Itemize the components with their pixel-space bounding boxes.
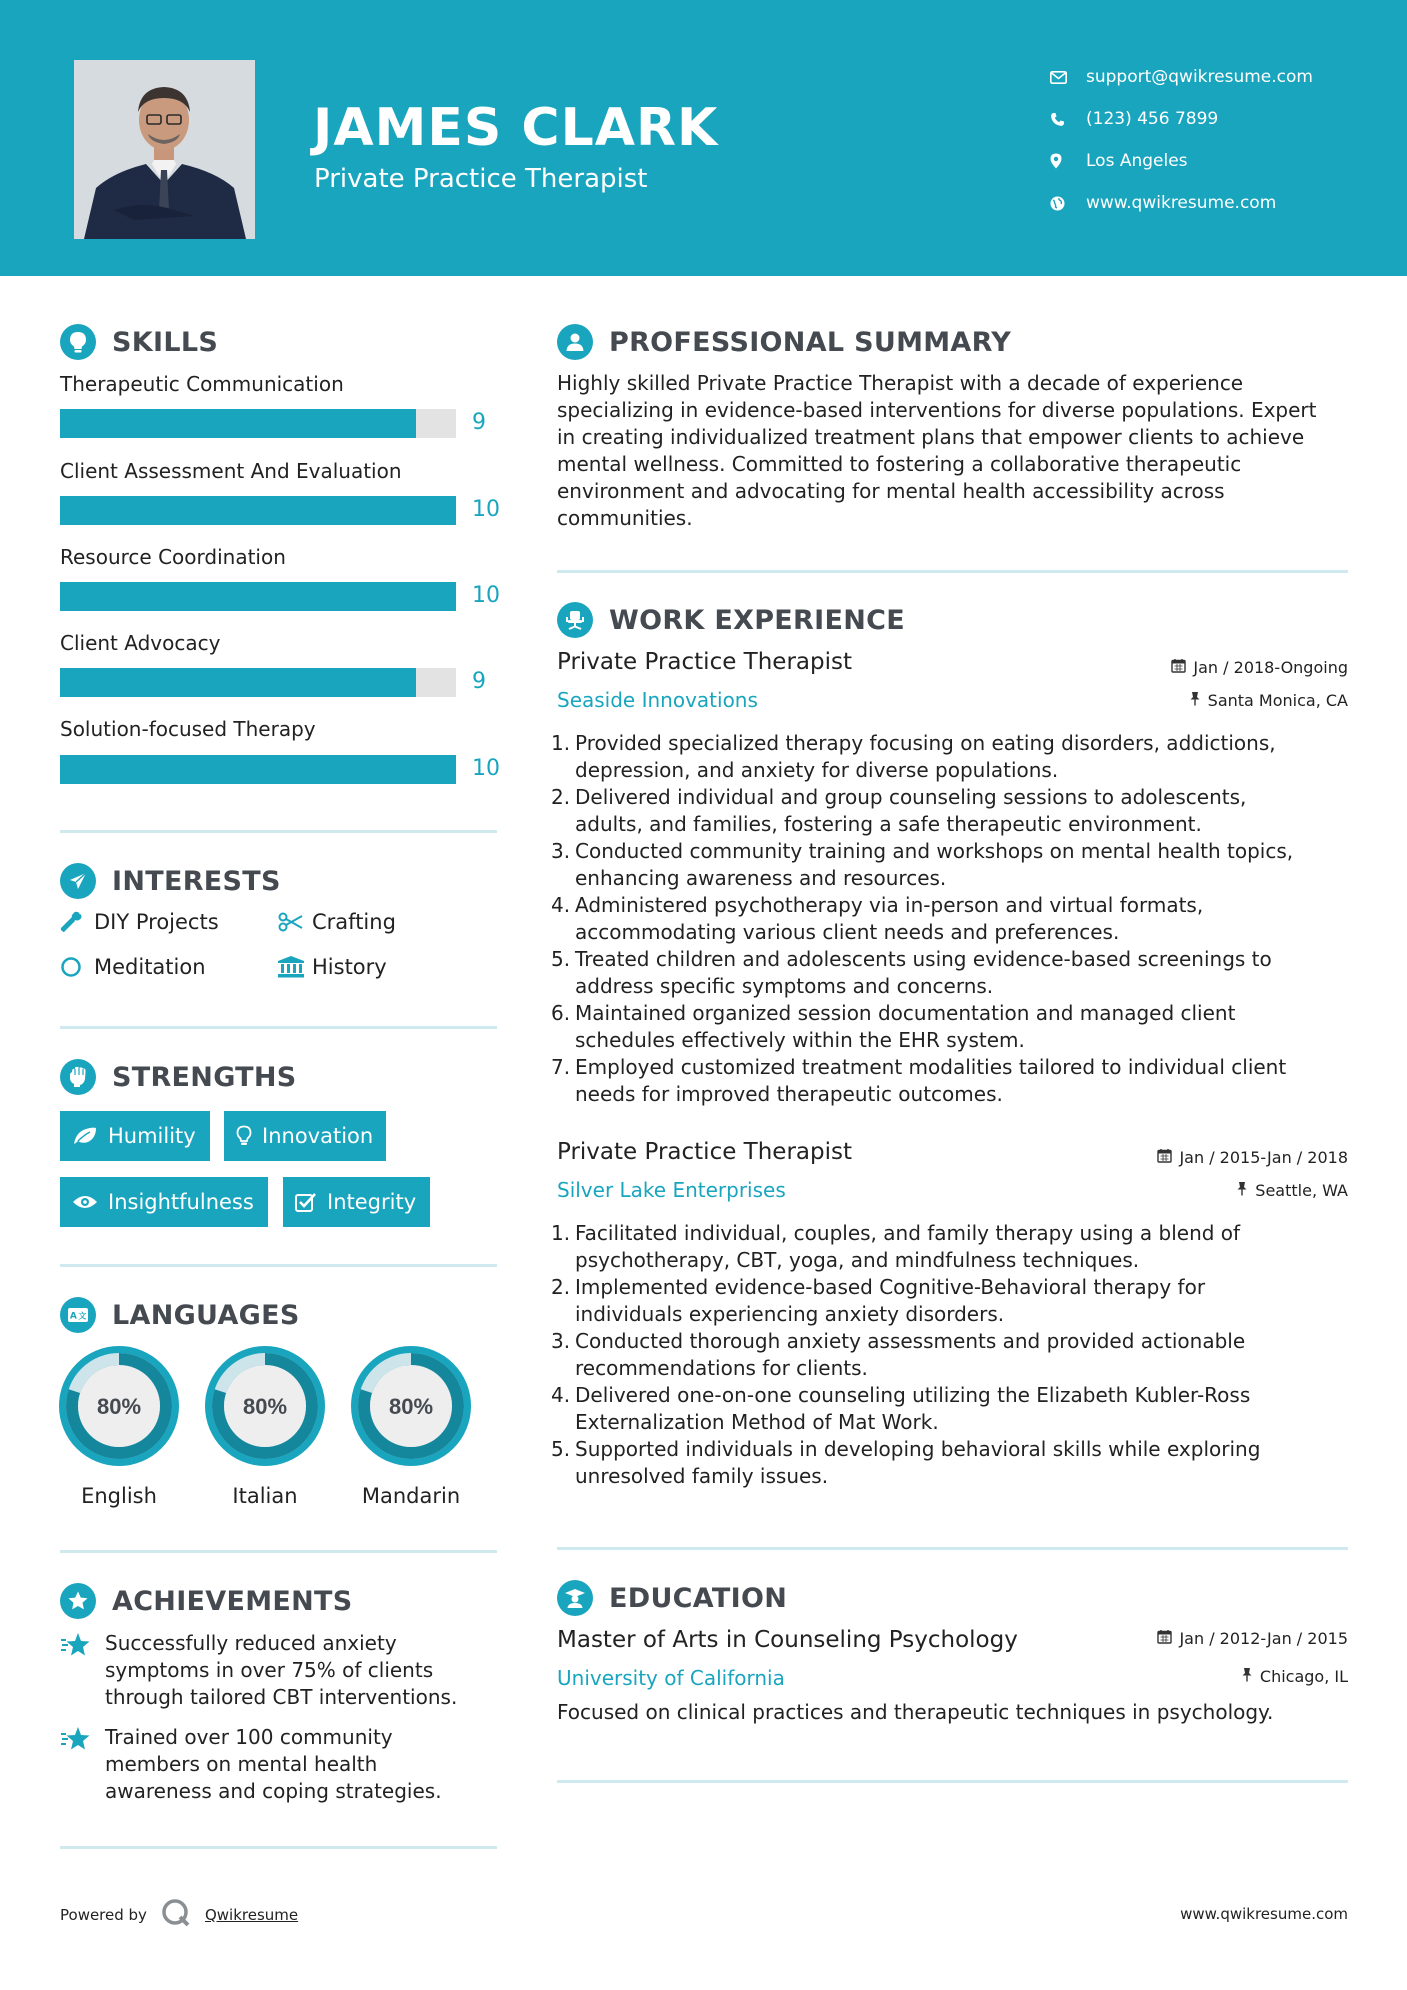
graduate-icon — [557, 1580, 593, 1616]
achievements-heading: ACHIEVEMENTS — [60, 1583, 353, 1619]
language-percent: 80% — [96, 1394, 142, 1419]
footer-powered-by — [60, 1898, 298, 1932]
skills-heading: SKILLS — [60, 324, 218, 360]
achievement-line: members on mental health — [105, 1752, 378, 1776]
achievement-item — [60, 1630, 500, 1711]
skill-name: Resource Coordination — [60, 545, 286, 569]
skill-bar-fill — [60, 668, 416, 697]
qwikresume-link[interactable]: Qwikresume — [204, 1906, 299, 1924]
contact-location — [1050, 140, 1313, 182]
job-title: Private Practice Therapist — [557, 649, 852, 675]
skill-value: 10 — [472, 497, 500, 522]
achievement-line: through tailored CBT interventions. — [105, 1685, 458, 1709]
list-item: 3. Conducted thorough anxiety assessments and provided actionable recommendations for clients. — [551, 1329, 1246, 1380]
section-divider — [60, 1264, 497, 1267]
summary-text: Highly skilled Private Practice Therapist with a decade of experience specializing in evidence-based interventions for diverse populations. Expert in creating individualized treatment plans that empower clients to achieve mental wellness. Committed to fostering a collaborative therapeutic environment and advocating for mental health accessibility across communities. — [557, 371, 1317, 530]
job-dates: Jan / 2015-Jan / 2018 — [1157, 1148, 1348, 1167]
language-name: Italian — [232, 1484, 298, 1508]
job-bullets — [551, 1220, 1351, 1490]
star-badge-icon — [60, 1583, 96, 1619]
list-item: 6. Maintained organized session documentation and managed client schedules effectively within the EHR system. — [551, 1001, 1236, 1052]
pushpin-icon — [1241, 1667, 1253, 1686]
phone-icon — [1050, 112, 1086, 127]
strength-badge: Integrity — [283, 1177, 430, 1227]
svg-text:文: 文 — [78, 1311, 87, 1321]
globe-icon — [1050, 196, 1086, 211]
user-icon — [557, 324, 593, 360]
footer-website[interactable]: www.qwikresume.com — [1180, 1905, 1348, 1923]
qwikresume-logo-icon — [161, 1898, 191, 1932]
email-text: support@qwikresume.com — [1086, 67, 1313, 87]
list-item: 7. Employed customized treatment modalities tailored to individual client needs for improved therapeutic outcomes. — [551, 1055, 1287, 1106]
contact-website[interactable] — [1050, 182, 1313, 224]
language-item — [349, 1344, 473, 1508]
skill-value: 10 — [472, 583, 500, 608]
section-divider — [60, 1026, 497, 1029]
powered-by-text: Powered by — [60, 1906, 147, 1924]
calendar-icon — [1171, 658, 1186, 677]
phone-text: (123) 456 7899 — [1086, 109, 1219, 129]
circle-icon — [60, 956, 94, 978]
language-percent: 80% — [388, 1394, 434, 1419]
pushpin-icon — [1236, 1181, 1248, 1200]
contact-phone[interactable] — [1050, 98, 1313, 140]
language-ring — [57, 1344, 181, 1468]
office-chair-icon — [557, 602, 593, 638]
degree-title: Master of Arts in Counseling Psychology — [557, 1627, 1018, 1653]
language-percent: 80% — [242, 1394, 288, 1419]
eye-icon — [72, 1193, 98, 1211]
website-text: www.qwikresume.com — [1086, 193, 1277, 213]
interest-item: Crafting — [278, 910, 396, 934]
school-name[interactable]: University of California — [557, 1666, 785, 1690]
scissors-icon — [278, 912, 312, 932]
education-dates: Jan / 2012-Jan / 2015 — [1157, 1629, 1348, 1648]
museum-icon — [278, 956, 312, 978]
skill-value: 10 — [472, 756, 500, 781]
strength-badge: Humility — [60, 1111, 210, 1161]
section-divider — [60, 1550, 497, 1553]
work-heading: WORK EXPERIENCE — [557, 602, 905, 638]
language-icon — [60, 1297, 96, 1333]
pushpin-icon — [1189, 691, 1201, 710]
skill-bar-fill — [60, 409, 416, 438]
fist-icon — [60, 1059, 96, 1095]
section-divider — [557, 1547, 1348, 1550]
lightbulb-icon — [236, 1125, 252, 1147]
skill-value: 9 — [472, 669, 486, 694]
job-location: Seattle, WA — [1236, 1181, 1348, 1200]
interests-heading: INTERESTS — [60, 863, 281, 899]
job-bullets — [551, 730, 1351, 1108]
calendar-icon — [1157, 1148, 1172, 1167]
achievement-line: Trained over 100 community — [105, 1725, 393, 1749]
achievement-line: awareness and coping strategies. — [105, 1779, 442, 1803]
list-item: 5. Treated children and adolescents using evidence-based screenings to address specific symptoms and concerns. — [551, 947, 1272, 998]
skill-bar — [60, 409, 456, 438]
section-divider — [60, 830, 497, 833]
job-title: Private Practice Therapist — [557, 1139, 852, 1165]
list-item: 4. Administered psychotherapy via in-person and virtual formats, accommodating various client needs and preferences. — [551, 893, 1204, 944]
list-item: 3. Conducted community training and workshops on mental health topics, enhancing awareness and resources. — [551, 839, 1294, 890]
skill-bar — [60, 582, 456, 611]
calendar-icon — [1157, 1629, 1172, 1648]
star-icon — [60, 1630, 105, 1711]
company-name[interactable]: Seaside Innovations — [557, 688, 758, 712]
summary-heading: PROFESSIONAL SUMMARY — [557, 324, 1011, 360]
candidate-name: JAMES CLARK — [313, 98, 719, 158]
map-pin-icon — [1050, 153, 1086, 169]
language-ring — [349, 1344, 473, 1468]
skill-bar-fill — [60, 582, 456, 611]
interest-item: Meditation — [60, 955, 206, 979]
skill-bar — [60, 496, 456, 525]
skill-name: Client Assessment And Evaluation — [60, 459, 402, 483]
education-description: Focused on clinical practices and therapeutic techniques in psychology. — [557, 1700, 1274, 1724]
header-banner — [0, 0, 1407, 276]
section-divider — [60, 1846, 497, 1849]
strength-badge: Innovation — [224, 1111, 386, 1161]
job-dates: Jan / 2018-Ongoing — [1171, 658, 1348, 677]
list-item: 5. Supported individuals in developing behavioral skills while exploring unresolved family issues. — [551, 1437, 1261, 1488]
skill-value: 9 — [472, 410, 486, 435]
checkbox-icon — [295, 1192, 317, 1212]
achievement-item — [60, 1724, 500, 1805]
interest-item: History — [278, 955, 387, 979]
language-ring — [203, 1344, 327, 1468]
list-item: 1. Provided specialized therapy focusing on eating disorders, addictions, depression, and anxiety for diverse populations. — [551, 731, 1276, 782]
skill-bar-fill — [60, 496, 456, 525]
interest-item: DIY Projects — [60, 910, 219, 934]
language-item — [203, 1344, 327, 1508]
skill-name: Client Advocacy — [60, 631, 221, 655]
strength-badge: Insightfulness — [60, 1177, 268, 1227]
education-heading: EDUCATION — [557, 1580, 787, 1616]
wrench-icon — [60, 911, 94, 933]
section-divider — [557, 1780, 1348, 1783]
contact-email[interactable] — [1050, 56, 1313, 98]
location-text: Los Angeles — [1086, 151, 1188, 171]
language-name: Mandarin — [361, 1484, 461, 1508]
section-divider — [557, 570, 1348, 573]
envelope-icon — [1050, 71, 1086, 84]
svg-text:A: A — [69, 1311, 78, 1322]
strengths-heading: STRENGTHS — [60, 1059, 297, 1095]
achievement-line: symptoms in over 75% of clients — [105, 1658, 434, 1682]
language-name: English — [81, 1484, 157, 1508]
list-item: 4. Delivered one-on-one counseling utilizing the Elizabeth Kubler-Ross Externalization Method of Mat Work. — [551, 1383, 1251, 1434]
skill-bar — [60, 755, 456, 784]
skill-name: Solution-focused Therapy — [60, 717, 316, 741]
skill-bar — [60, 668, 456, 697]
education-location: Chicago, IL — [1241, 1667, 1348, 1686]
skill-name: Therapeutic Communication — [60, 372, 344, 396]
profile-photo — [74, 60, 255, 239]
job-location: Santa Monica, CA — [1189, 691, 1348, 710]
list-item: 2. Implemented evidence-based Cognitive-Behavioral therapy for individuals experiencing anxiety disorders. — [551, 1275, 1206, 1326]
list-item: 2. Delivered individual and group counseling sessions to adolescents, adults, and families, fostering a safe therapeutic environment. — [551, 785, 1247, 836]
paper-plane-icon — [60, 863, 96, 899]
company-name[interactable]: Silver Lake Enterprises — [557, 1178, 786, 1202]
candidate-title: Private Practice Therapist — [314, 164, 648, 194]
lightbulb-icon — [60, 324, 96, 360]
skill-bar-fill — [60, 755, 456, 784]
contact-list — [1050, 56, 1313, 224]
achievement-line: Successfully reduced anxiety — [105, 1631, 397, 1655]
language-item — [57, 1344, 181, 1508]
languages-heading: A 文 LANGUAGES — [60, 1297, 300, 1333]
leaf-icon — [72, 1126, 98, 1146]
star-icon — [60, 1724, 105, 1805]
list-item: 1. Facilitated individual, couples, and family therapy using a blend of psychotherapy, CBT, yoga, and mindfulness techniques. — [551, 1221, 1241, 1272]
